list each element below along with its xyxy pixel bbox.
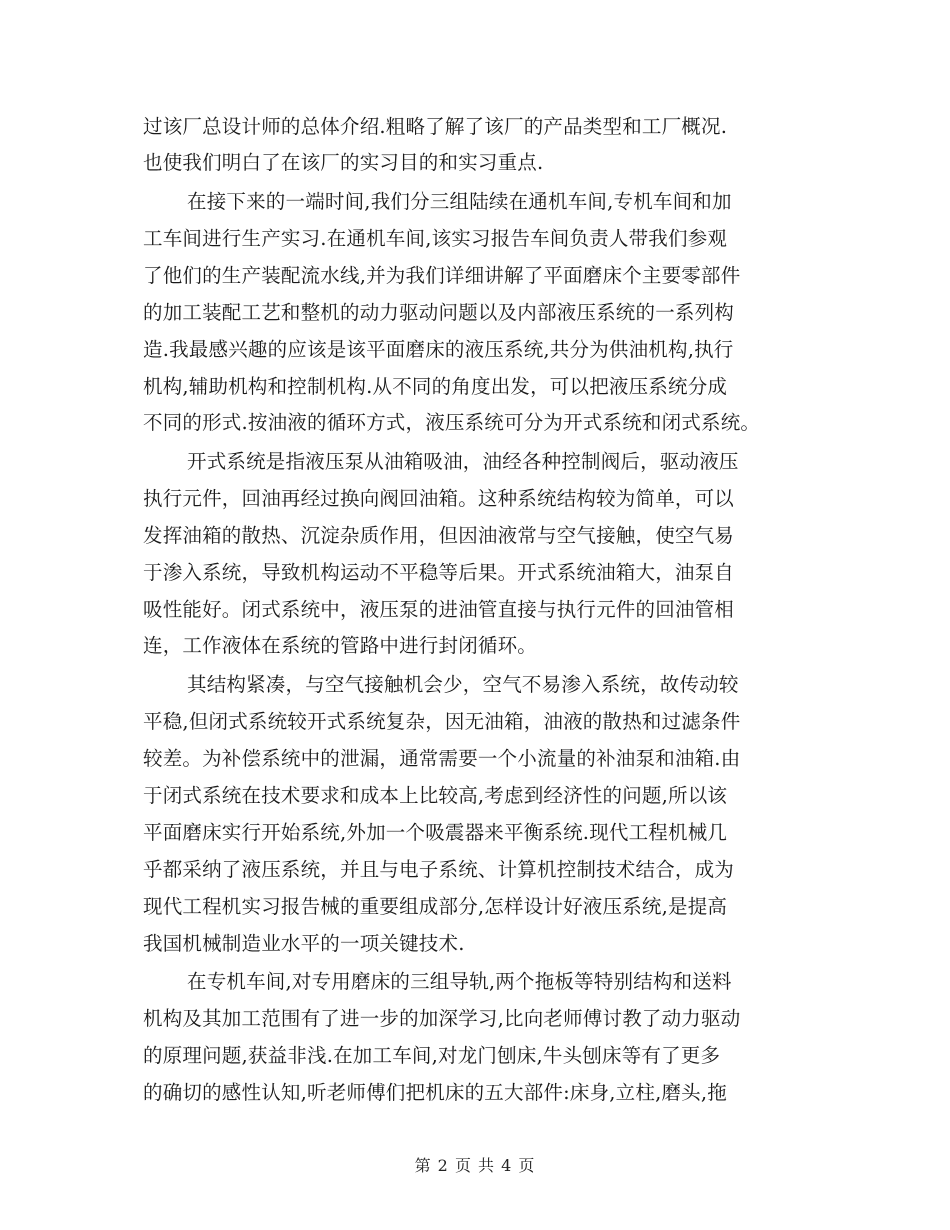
body-text-line: 的原理问题,获益非浅.在加工车间,对龙门刨床,牛头刨床等有了更多 xyxy=(143,1044,721,1067)
body-text-line: 执行元件，回油再经过换向阀回油箱。这种系统结构较为简单，可以 xyxy=(143,487,735,510)
body-text-line: 现代工程机实习报告械的重要组成部分,怎样设计好液压系统,是提高 xyxy=(143,895,728,918)
body-text-line: 机构,辅助机构和控制机构.从不同的角度出发，可以把液压系统分成 xyxy=(143,375,728,398)
paragraph-start-line: 开式系统是指液压泵从油箱吸油，油经各种控制阀后，驱动液压 xyxy=(187,450,739,473)
body-text-line: 造.我最感兴趣的应该是该平面磨床的液压系统,共分为供油机构,执行 xyxy=(143,338,734,361)
body-text-line: 不同的形式.按油液的循环方式，液压系统可分为开式系统和闭式系统。 xyxy=(143,411,761,434)
body-text-line: 平面磨床实行开始系统,外加一个吸震器来平衡系统.现代工程机械几 xyxy=(143,821,728,844)
body-text-line: 吸性能好。闭式系统中，液压泵的进油管直接与执行元件的回油管相 xyxy=(143,598,735,621)
body-text-line: 于闭式系统在技术要求和成本上比较高,考虑到经济性的问题,所以该 xyxy=(143,784,728,807)
paragraph-start-line: 其结构紧凑，与空气接触机会少，空气不易渗入系统，故传动较 xyxy=(187,673,739,696)
page-number-footer: 第 2 页 共 4 页 xyxy=(414,1156,536,1175)
body-text-line: 连，工作液体在系统的管路中进行封闭循环。 xyxy=(143,634,538,657)
body-text-line: 机构及其加工范围有了进一步的加深学习,比向老师傅讨教了动力驱动 xyxy=(143,1007,741,1030)
body-text-line: 我国机械制造业水平的一项关键技术. xyxy=(143,932,465,955)
body-text-line: 也使我们明白了在该厂的实习目的和实习重点. xyxy=(143,151,544,174)
body-text-line: 的确切的感性认知,听老师傅们把机床的五大部件:床身,立柱,磨头,拖 xyxy=(143,1081,727,1104)
paragraph-start-line: 在接下来的一端时间,我们分三组陆续在通机车间,专机车间和加 xyxy=(187,190,732,213)
paragraph-start-line: 在专机车间,对专用磨床的三组导轨,两个拖板等特别结构和送料 xyxy=(187,970,732,993)
body-text-line: 较差。为补偿系统中的泄漏，通常需要一个小流量的补油泵和油箱.由 xyxy=(143,747,741,770)
body-text-line: 的加工装配工艺和整机的动力驱动问题以及内部液压系统的一系列构 xyxy=(143,301,735,324)
body-text-line: 平稳,但闭式系统较开式系统复杂，因无油箱，油液的散热和过滤条件 xyxy=(143,710,741,733)
body-text-line: 了他们的生产装配流水线,并为我们详细讲解了平面磨床个主要零部件 xyxy=(143,264,741,287)
body-text-line: 工车间进行生产实习.在通机车间,该实习报告车间负责人带我们参观 xyxy=(143,227,728,250)
body-text-line: 于渗入系统，导致机构运动不平稳等后果。开式系统油箱大，油泵自 xyxy=(143,561,735,584)
body-text-line: 发挥油箱的散热、沉淀杂质作用，但因油液常与空气接触，使空气易 xyxy=(143,524,735,547)
body-text-line: 过该厂总设计师的总体介绍.粗略了解了该厂的产品类型和工厂概况. xyxy=(143,115,728,138)
body-text-line: 乎都采纳了液压系统，并且与电子系统、计算机控制技术结合，成为 xyxy=(143,858,735,881)
